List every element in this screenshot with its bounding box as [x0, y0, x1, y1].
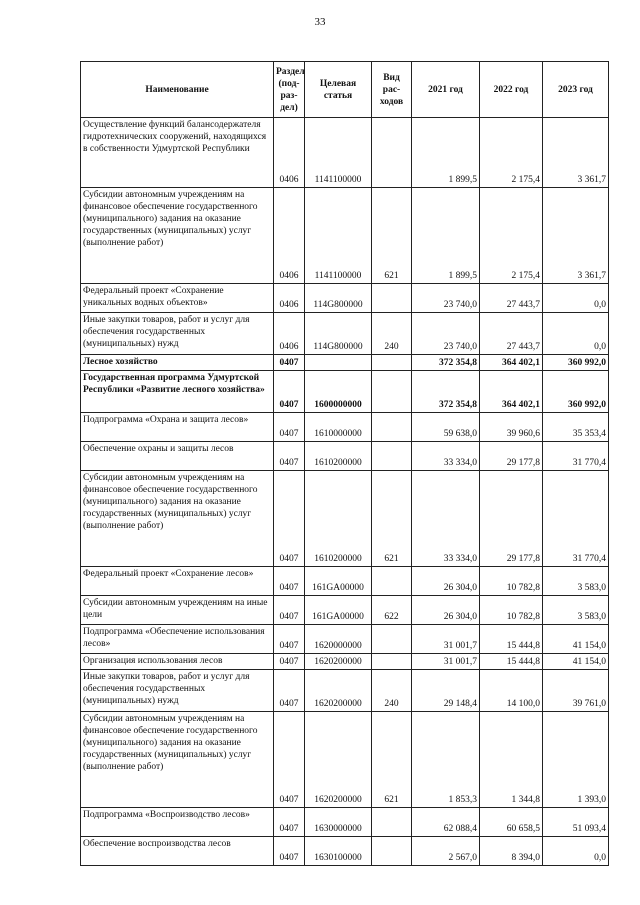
cell-expense-type [372, 567, 412, 596]
table-row [81, 567, 609, 596]
cell-2022: 15 444,8 [480, 625, 543, 654]
table-row [81, 670, 609, 712]
cell-name: Федеральный проект «Сохранение уникальных водных объектов» [81, 284, 274, 313]
cell-target: 1630000000 [305, 808, 372, 837]
cell-section: 0407 [274, 625, 305, 654]
table-row [81, 442, 609, 471]
cell-target: 1620200000 [305, 670, 372, 712]
cell-target: 1620200000 [305, 654, 372, 670]
cell-2023: 3 361,7 [543, 118, 609, 188]
cell-2021: 23 740,0 [412, 313, 480, 355]
cell-expense-type: 621 [372, 471, 412, 567]
cell-target [305, 355, 372, 371]
cell-2022: 27 443,7 [480, 313, 543, 355]
cell-2022: 2 175,4 [480, 118, 543, 188]
table-row [81, 118, 609, 188]
cell-2022: 29 177,8 [480, 471, 543, 567]
table-row [81, 355, 609, 371]
cell-target: 1630100000 [305, 837, 372, 866]
cell-expense-type [372, 355, 412, 371]
cell-expense-type [372, 284, 412, 313]
table-header-row [81, 62, 609, 118]
cell-2021: 33 334,0 [412, 442, 480, 471]
cell-target: 1620200000 [305, 712, 372, 808]
cell-name: Осуществление функций балансодержателя гидротехнических сооружений, находящихся в собственности Удмуртской Республики [81, 118, 274, 188]
cell-2022: 27 443,7 [480, 284, 543, 313]
cell-name: Субсидии автономным учреждениям на финансовое обеспечение государственного (муниципального) задания на оказание государственных (муниципальных) услуг (выполнение работ) [81, 188, 274, 284]
table-row [81, 712, 609, 808]
cell-2023: 360 992,0 [543, 355, 609, 371]
cell-name: Иные закупки товаров, работ и услуг для обеспечения государственных (муниципальных) нужд [81, 313, 274, 355]
cell-2021: 33 334,0 [412, 471, 480, 567]
cell-expense-type: 621 [372, 712, 412, 808]
cell-2023: 41 154,0 [543, 625, 609, 654]
table-body [81, 118, 609, 866]
page-number: 33 [314, 16, 326, 28]
cell-target: 1610000000 [305, 413, 372, 442]
cell-expense-type [372, 808, 412, 837]
cell-2021: 2 567,0 [412, 837, 480, 866]
cell-2022: 1 344,8 [480, 712, 543, 808]
cell-section: 0407 [274, 596, 305, 625]
cell-2023: 360 992,0 [543, 371, 609, 413]
cell-section: 0407 [274, 654, 305, 670]
cell-expense-type: 621 [372, 188, 412, 284]
cell-section: 0407 [274, 567, 305, 596]
cell-target: 114G800000 [305, 284, 372, 313]
cell-target: 161GA00000 [305, 567, 372, 596]
cell-section: 0407 [274, 712, 305, 808]
cell-2023: 51 093,4 [543, 808, 609, 837]
header-section: Раздел (под-раз-дел) [274, 62, 305, 118]
cell-2022: 39 960,6 [480, 413, 543, 442]
cell-section: 0407 [274, 670, 305, 712]
cell-target: 1141100000 [305, 118, 372, 188]
cell-2023: 41 154,0 [543, 654, 609, 670]
cell-2022: 10 782,8 [480, 567, 543, 596]
cell-2022: 364 402,1 [480, 371, 543, 413]
cell-name: Обеспечение воспроизводства лесов [81, 837, 274, 866]
cell-2023: 0,0 [543, 837, 609, 866]
cell-2023: 0,0 [543, 284, 609, 313]
budget-table [80, 61, 609, 866]
header-2023: 2023 год [543, 62, 609, 118]
cell-2023: 35 353,4 [543, 413, 609, 442]
cell-expense-type [372, 371, 412, 413]
cell-2021: 62 088,4 [412, 808, 480, 837]
table-row [81, 596, 609, 625]
cell-expense-type [372, 837, 412, 866]
cell-2021: 59 638,0 [412, 413, 480, 442]
cell-2021: 372 354,8 [412, 371, 480, 413]
cell-2022: 8 394,0 [480, 837, 543, 866]
cell-2022: 10 782,8 [480, 596, 543, 625]
table-row [81, 188, 609, 284]
cell-name: Субсидии автономным учреждениям на финансовое обеспечение государственного (муниципального) задания на оказание государственных (муниципальных) услуг (выполнение работ) [81, 471, 274, 567]
cell-2023: 0,0 [543, 313, 609, 355]
cell-name: Подпрограмма «Обеспечение использования лесов» [81, 625, 274, 654]
cell-2021: 31 001,7 [412, 654, 480, 670]
cell-2021: 23 740,0 [412, 284, 480, 313]
cell-name: Субсидии автономным учреждениям на финансовое обеспечение государственного (муниципального) задания на оказание государственных (муниципальных) услуг (выполнение работ) [81, 712, 274, 808]
cell-2021: 26 304,0 [412, 567, 480, 596]
cell-2023: 3 583,0 [543, 596, 609, 625]
cell-target: 161GA00000 [305, 596, 372, 625]
cell-2022: 364 402,1 [480, 355, 543, 371]
cell-2021: 1 853,3 [412, 712, 480, 808]
header-2022: 2022 год [480, 62, 543, 118]
cell-expense-type: 240 [372, 670, 412, 712]
cell-name: Иные закупки товаров, работ и услуг для обеспечения государственных (муниципальных) нужд [81, 670, 274, 712]
cell-2021: 31 001,7 [412, 625, 480, 654]
table-row [81, 284, 609, 313]
cell-section: 0406 [274, 188, 305, 284]
cell-section: 0406 [274, 313, 305, 355]
cell-expense-type [372, 625, 412, 654]
cell-name: Лесное хозяйство [81, 355, 274, 371]
cell-2022: 2 175,4 [480, 188, 543, 284]
cell-expense-type: 240 [372, 313, 412, 355]
cell-2022: 29 177,8 [480, 442, 543, 471]
cell-2021: 372 354,8 [412, 355, 480, 371]
cell-target: 1600000000 [305, 371, 372, 413]
cell-2021: 1 899,5 [412, 118, 480, 188]
cell-section: 0407 [274, 355, 305, 371]
cell-expense-type [372, 118, 412, 188]
cell-name: Федеральный проект «Сохранение лесов» [81, 567, 274, 596]
table-row [81, 413, 609, 442]
cell-2023: 1 393,0 [543, 712, 609, 808]
cell-2022: 14 100,0 [480, 670, 543, 712]
cell-section: 0407 [274, 442, 305, 471]
cell-section: 0407 [274, 837, 305, 866]
cell-expense-type: 622 [372, 596, 412, 625]
cell-name: Подпрограмма «Охрана и защита лесов» [81, 413, 274, 442]
cell-name: Обеспечение охраны и защиты лесов [81, 442, 274, 471]
cell-target: 1610200000 [305, 471, 372, 567]
cell-section: 0407 [274, 471, 305, 567]
cell-section: 0407 [274, 808, 305, 837]
cell-section: 0407 [274, 371, 305, 413]
cell-2023: 39 761,0 [543, 670, 609, 712]
cell-2021: 1 899,5 [412, 188, 480, 284]
header-name: Наименование [81, 62, 274, 118]
cell-target: 1141100000 [305, 188, 372, 284]
cell-2022: 60 658,5 [480, 808, 543, 837]
header-expense-type: Вид рас-ходов [372, 62, 412, 118]
header-target: Целевая статья [305, 62, 372, 118]
cell-2023: 31 770,4 [543, 471, 609, 567]
cell-2021: 29 148,4 [412, 670, 480, 712]
header-2021: 2021 год [412, 62, 480, 118]
cell-name: Подпрограмма «Воспроизводство лесов» [81, 808, 274, 837]
table-row [81, 837, 609, 866]
table-row [81, 371, 609, 413]
cell-2023: 3 583,0 [543, 567, 609, 596]
cell-target: 114G800000 [305, 313, 372, 355]
cell-target: 1620000000 [305, 625, 372, 654]
cell-section: 0406 [274, 284, 305, 313]
table-row [81, 808, 609, 837]
cell-expense-type [372, 413, 412, 442]
cell-2023: 31 770,4 [543, 442, 609, 471]
table-row [81, 471, 609, 567]
cell-name: Субсидии автономным учреждениям на иные цели [81, 596, 274, 625]
cell-name: Государственная программа Удмуртской Республики «Развитие лесного хозяйства» [81, 371, 274, 413]
table-row [81, 625, 609, 654]
cell-expense-type [372, 442, 412, 471]
cell-2021: 26 304,0 [412, 596, 480, 625]
table-row [81, 654, 609, 670]
cell-name: Организация использования лесов [81, 654, 274, 670]
cell-section: 0407 [274, 413, 305, 442]
cell-section: 0406 [274, 118, 305, 188]
table-row [81, 313, 609, 355]
cell-2023: 3 361,7 [543, 188, 609, 284]
cell-target: 1610200000 [305, 442, 372, 471]
cell-2022: 15 444,8 [480, 654, 543, 670]
cell-expense-type [372, 654, 412, 670]
